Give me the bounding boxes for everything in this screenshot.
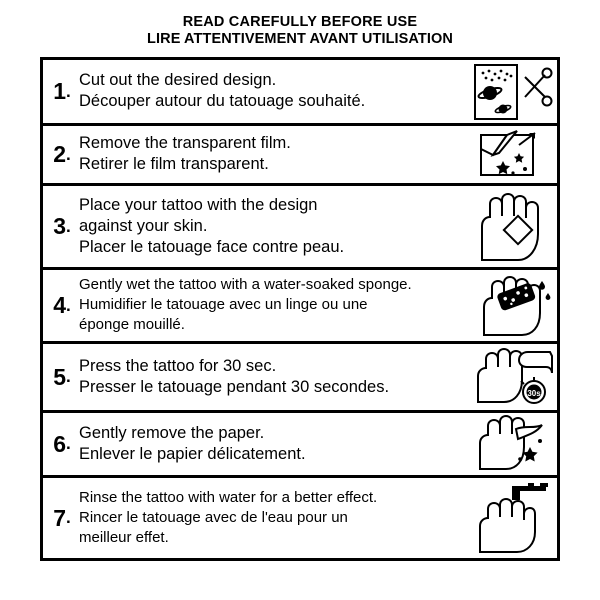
hand-peeling-paper-icon <box>471 413 557 475</box>
step-line: éponge mouillé. <box>79 316 185 333</box>
timer-label: 30s <box>527 389 541 398</box>
step-number-dot: . <box>66 216 71 236</box>
step-number-dot: . <box>66 508 71 527</box>
step-line: Gently wet the tattoo with a water-soaked sponge. <box>79 276 412 293</box>
step-number <box>43 413 77 475</box>
table-row <box>43 413 557 478</box>
step-line: Place your tattoo with the design <box>79 195 318 214</box>
step-number-value: 7 <box>53 504 67 531</box>
step-number <box>43 126 77 183</box>
page-title <box>40 14 560 48</box>
step-number-value: 6 <box>53 430 67 457</box>
step-number-dot: . <box>66 144 71 164</box>
step-text <box>77 126 471 183</box>
table-row <box>43 186 557 270</box>
step-line: Humidifier le tatouage avec un linge ou une <box>79 296 368 313</box>
table-row <box>43 60 557 126</box>
step-number-dot: . <box>66 367 71 386</box>
table-row <box>43 478 557 558</box>
step-number-value: 5 <box>53 363 67 390</box>
step-line: Retirer le film transparent. <box>79 155 269 173</box>
step-text <box>77 413 471 475</box>
step-line: against your skin. <box>79 216 208 235</box>
step-number-dot: . <box>66 295 71 315</box>
hand-with-wet-sponge-icon <box>471 270 557 341</box>
step-line: Enlever le papier délicatement. <box>79 444 306 463</box>
step-text <box>77 60 471 123</box>
page-title-line-fr: LIRE ATTENTIVEMENT AVANT UTILISATION <box>147 31 453 47</box>
step-line: Remove the transparent film. <box>79 134 291 152</box>
step-number-dot: . <box>66 81 71 101</box>
step-number-value: 2 <box>53 141 67 167</box>
step-number <box>43 270 77 341</box>
scissors-cutting-tattoo-sheet-icon <box>471 60 557 123</box>
step-number <box>43 186 77 267</box>
hand-placing-tattoo-icon <box>471 186 557 267</box>
step-line: Rinse the tattoo with water for a better effect. <box>79 488 378 506</box>
step-text <box>77 344 471 410</box>
step-line: Cut out the desired design. <box>79 71 277 89</box>
step-line: Rincer le tatouage avec de l'eau pour un <box>79 508 348 526</box>
peeling-transparent-film-icon <box>471 126 557 183</box>
table-row <box>43 270 557 344</box>
step-line: Découper autour du tatouage souhaité. <box>79 92 366 110</box>
step-line: meilleur effet. <box>79 528 169 546</box>
step-number-value: 1 <box>53 78 67 104</box>
step-number-value: 3 <box>53 213 67 239</box>
step-line: Gently remove the paper. <box>79 423 265 442</box>
step-line: Press the tattoo for 30 sec. <box>79 356 277 375</box>
step-number-value: 4 <box>53 292 67 318</box>
table-row <box>43 344 557 413</box>
page-title-line-en: READ CAREFULLY BEFORE USE <box>182 14 418 30</box>
step-text <box>77 270 471 341</box>
step-line: Presser le tatouage pendant 30 secondes. <box>79 377 390 396</box>
step-number <box>43 478 77 558</box>
table-row <box>43 126 557 186</box>
faucet-rinsing-hand-icon <box>471 478 557 558</box>
hand-pressing-timer-30s-icon <box>471 344 557 410</box>
steps-table <box>40 57 560 561</box>
step-number-dot: . <box>66 434 71 453</box>
step-number <box>43 344 77 410</box>
step-text <box>77 478 471 558</box>
step-line: Placer le tatouage face contre peau. <box>79 237 345 256</box>
step-number <box>43 60 77 123</box>
step-text <box>77 186 471 267</box>
